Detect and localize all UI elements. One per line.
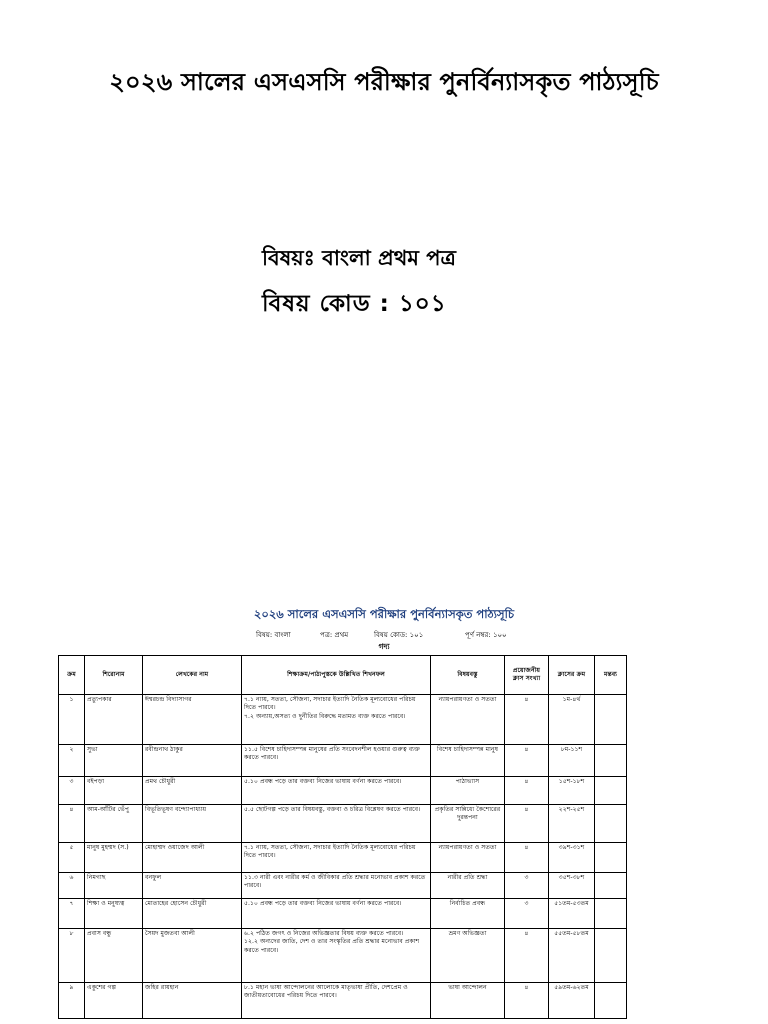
cell-content: নির্বাচিত প্রবন্ধ [431, 899, 505, 929]
outcome-item: ৮.১ মহান ভাষা আন্দোলনের আলোকে মাতৃভাষা প্রীতি, দেশপ্রেম ও জাতীয়তাবোধের পরিচয় দিতে পারবে। [244, 984, 408, 1000]
cell-author: সৈয়দ মুজতবা আলী [143, 929, 242, 983]
cell-author: মোতাহের হোসেন চৌধুরী [143, 899, 242, 929]
cell-serial: ৬ [59, 873, 85, 899]
header-order: ক্লাসের ক্রম [549, 656, 595, 695]
meta-code: বিষয় কোড: ১০১ [374, 631, 424, 639]
cell-order: ৫১তম-৫৩তম [549, 899, 595, 929]
cell-order: ১৫শ-১৮শ [549, 777, 595, 805]
table-row [59, 695, 627, 745]
outcome-item: ১২.২ অন্যদের জাতি, দেশ ও তার সংস্কৃতির প্রতি শ্রদ্ধার মনোভাব প্রকাশ করতে পারবে। [244, 938, 420, 954]
cell-classes: ৩ [505, 873, 549, 899]
cell-serial: ৩ [59, 777, 85, 805]
cell-order: ২২শ-২৫শ [549, 805, 595, 843]
cell-outcomes [242, 745, 431, 777]
cell-order: ১ম-৪র্থ [549, 695, 595, 745]
cell-title: মানুষ মুহম্মদ (স.) [85, 843, 143, 873]
cell-author: বিভূতিভূষণ বন্দ্যোপাধ্যায় [143, 805, 242, 843]
cell-outcomes [242, 899, 431, 929]
header-author: লেখকের নাম [143, 656, 242, 695]
table-row [59, 899, 627, 929]
subject-heading: বিষয়ঃ বাংলা প্রথম পত্র [262, 246, 456, 270]
cell-serial: ৪ [59, 805, 85, 843]
cell-outcomes [242, 777, 431, 805]
meta-paper: পত্র: প্রথম [320, 631, 349, 639]
cell-classes: ৪ [505, 805, 549, 843]
outcome-item: ৭.১ ন্যায়, সততা, সৌজন্য, সদাচার ইত্যাদি নৈতিক মূল্যবোধের পরিচয় দিতে পারবে। [244, 844, 416, 860]
cell-content: ভ্রমণ অভিজ্ঞতা [431, 929, 505, 983]
cell-author: বনফুল [143, 873, 242, 899]
cell-serial: ৯ [59, 983, 85, 1019]
cell-classes: ৪ [505, 695, 549, 745]
cell-serial: ৫ [59, 843, 85, 873]
table-header-row [59, 656, 627, 695]
cell-outcomes [242, 695, 431, 745]
cell-remarks [595, 929, 627, 983]
cell-classes: ৪ [505, 929, 549, 983]
cell-order: ৫৯তম-৬২তম [549, 983, 595, 1019]
cell-outcomes [242, 805, 431, 843]
cell-title: একুশের গল্প [85, 983, 143, 1019]
header-outcomes: শিক্ষাক্রম/পাঠ্যপুস্তকে উল্লিখিত শিখনফল [242, 656, 431, 695]
cell-classes: ৪ [505, 777, 549, 805]
cell-author: রবীন্দ্রনাথ ঠাকুর [143, 745, 242, 777]
table-row [59, 805, 627, 843]
cell-outcomes [242, 873, 431, 899]
table-row [59, 929, 627, 983]
cell-content: ভাষা আন্দোলন [431, 983, 505, 1019]
outcome-item: ৭.২ অন্যায়,অসত্য ও দুর্নীতির বিরুদ্ধে মতামত ব্যক্ত করতে পারবে। [244, 712, 406, 720]
cell-title: প্রত্যুপকার [85, 695, 143, 745]
header-content: বিষয়বস্তু [431, 656, 505, 695]
cell-title: সুভা [85, 745, 143, 777]
cell-author: ঈশ্বরচন্দ্র বিদ্যাসাগর [143, 695, 242, 745]
meta-marks: পূর্ণ নম্বর: ১০০ [465, 631, 507, 639]
cell-author: মোহাম্মদ ওয়াজেদ আলী [143, 843, 242, 873]
cell-outcomes [242, 929, 431, 983]
cell-classes: ৪ [505, 745, 549, 777]
cell-remarks [595, 805, 627, 843]
section-label: গদ্য [378, 642, 390, 651]
cell-author: জহির রায়হান [143, 983, 242, 1019]
header-title: শিরোনাম [85, 656, 143, 695]
cell-content: বিশেষ চাহিদাসম্পন্ন মানুষ [431, 745, 505, 777]
cell-title: শিক্ষা ও মনুষ্যত্ব [85, 899, 143, 929]
table-row [59, 745, 627, 777]
cell-title: নিমগাছ [85, 873, 143, 899]
cell-classes: ৪ [505, 983, 549, 1019]
cell-order: ৩৯শ-৩১শ [549, 843, 595, 873]
outcome-item: ১১.৩ নারী এবং নারীর কর্ম ও জীবিকার প্রতি শ্রদ্ধার মনোভাব প্রকাশ করতে পারবে। [244, 874, 426, 890]
cell-serial: ৭ [59, 899, 85, 929]
cell-remarks [595, 873, 627, 899]
subject-code-heading: বিষয় কোড : ১০১ [262, 291, 447, 317]
cell-title: বইপড়া [85, 777, 143, 805]
cell-remarks [595, 695, 627, 745]
meta-subject: বিষয়: বাংলা [256, 631, 291, 639]
outcome-item: ৬.২ পঠিত জগৎ ও নিজের অভিজ্ঞতার বিষয় ব্যক্ত করতে পারবে। [244, 930, 404, 937]
outcome-item: ৫.১০ প্রবন্ধ পড়ে তার বক্তব্য নিজের ভাষায় বর্ণনা করতে পারবে। [244, 900, 402, 907]
cell-content: নারীর প্রতি শ্রদ্ধা [431, 873, 505, 899]
cell-content: প্রকৃতির সান্নিধ্যে কৈশোরের দুরন্তপনা [431, 805, 505, 843]
table-row [59, 777, 627, 805]
table-row [59, 873, 627, 899]
cell-order: ৫৫তম-৫৮তম [549, 929, 595, 983]
cell-classes: ৩ [505, 899, 549, 929]
outcome-item: ৫.১০ প্রবন্ধ পড়ে তার বক্তব্য নিজের ভাষায় বর্ণনা করতে পারবে। [244, 778, 402, 785]
cell-remarks [595, 843, 627, 873]
cell-title: আম-আঁটির ভেঁপু [85, 805, 143, 843]
cell-outcomes [242, 983, 431, 1019]
table-row [59, 983, 627, 1019]
cell-content: ন্যায়পরায়ণতা ও সততা [431, 695, 505, 745]
header-serial: ক্রম [59, 656, 85, 695]
syllabus-table [58, 655, 627, 1019]
cell-classes: ৪ [505, 843, 549, 873]
table-row [59, 843, 627, 873]
cell-serial: ১ [59, 695, 85, 745]
cell-serial: ৮ [59, 929, 85, 983]
cell-content: পাঠাভ্যাস [431, 777, 505, 805]
cell-title: প্রবাস বন্ধু [85, 929, 143, 983]
page-title: ২০২৬ সালের এসএসসি পরীক্ষার পুনর্বিন্যাসকৃত পাঠ্যসূচি [109, 68, 659, 96]
cell-author: প্রমথ চৌধুরী [143, 777, 242, 805]
outcome-item: ৫.৫ ছোটগল্প পড়ে তার বিষয়বস্তু, বক্তব্য ও চরিত্র বিশ্লেষণ করতে পারবে। [244, 806, 421, 813]
header-remarks: মন্তব্য [595, 656, 627, 695]
cell-remarks [595, 899, 627, 929]
cell-remarks [595, 777, 627, 805]
header-classes: প্রয়োজনীয় ক্লাস সংখ্যা [505, 656, 549, 695]
cell-serial: ২ [59, 745, 85, 777]
syllabus-title: ২০২৬ সালের এসএসসি পরীক্ষার পুনর্বিন্যাসকৃত পাঠ্যসূচি [253, 607, 515, 621]
cell-remarks [595, 745, 627, 777]
cell-order: ৩৫শ-৩৮শ [549, 873, 595, 899]
cell-remarks [595, 983, 627, 1019]
cell-outcomes [242, 843, 431, 873]
cell-content: ন্যায়পরায়ণতা ও সততা [431, 843, 505, 873]
cell-order: ৮ম-১১শ [549, 745, 595, 777]
outcome-item: ১১.৫ বিশেষ চাহিদাসম্পন্ন মানুষের প্রতি সংবেদনশীল হওয়ার গুরুত্ব ব্যক্ত করতে পারবে। [244, 746, 420, 762]
outcome-item: ৭.১ ন্যায়, সততা, সৌজন্য, সদাচার ইত্যাদি নৈতিক মূল্যবোধের পরিচয় দিতে পারবে। [244, 696, 416, 712]
